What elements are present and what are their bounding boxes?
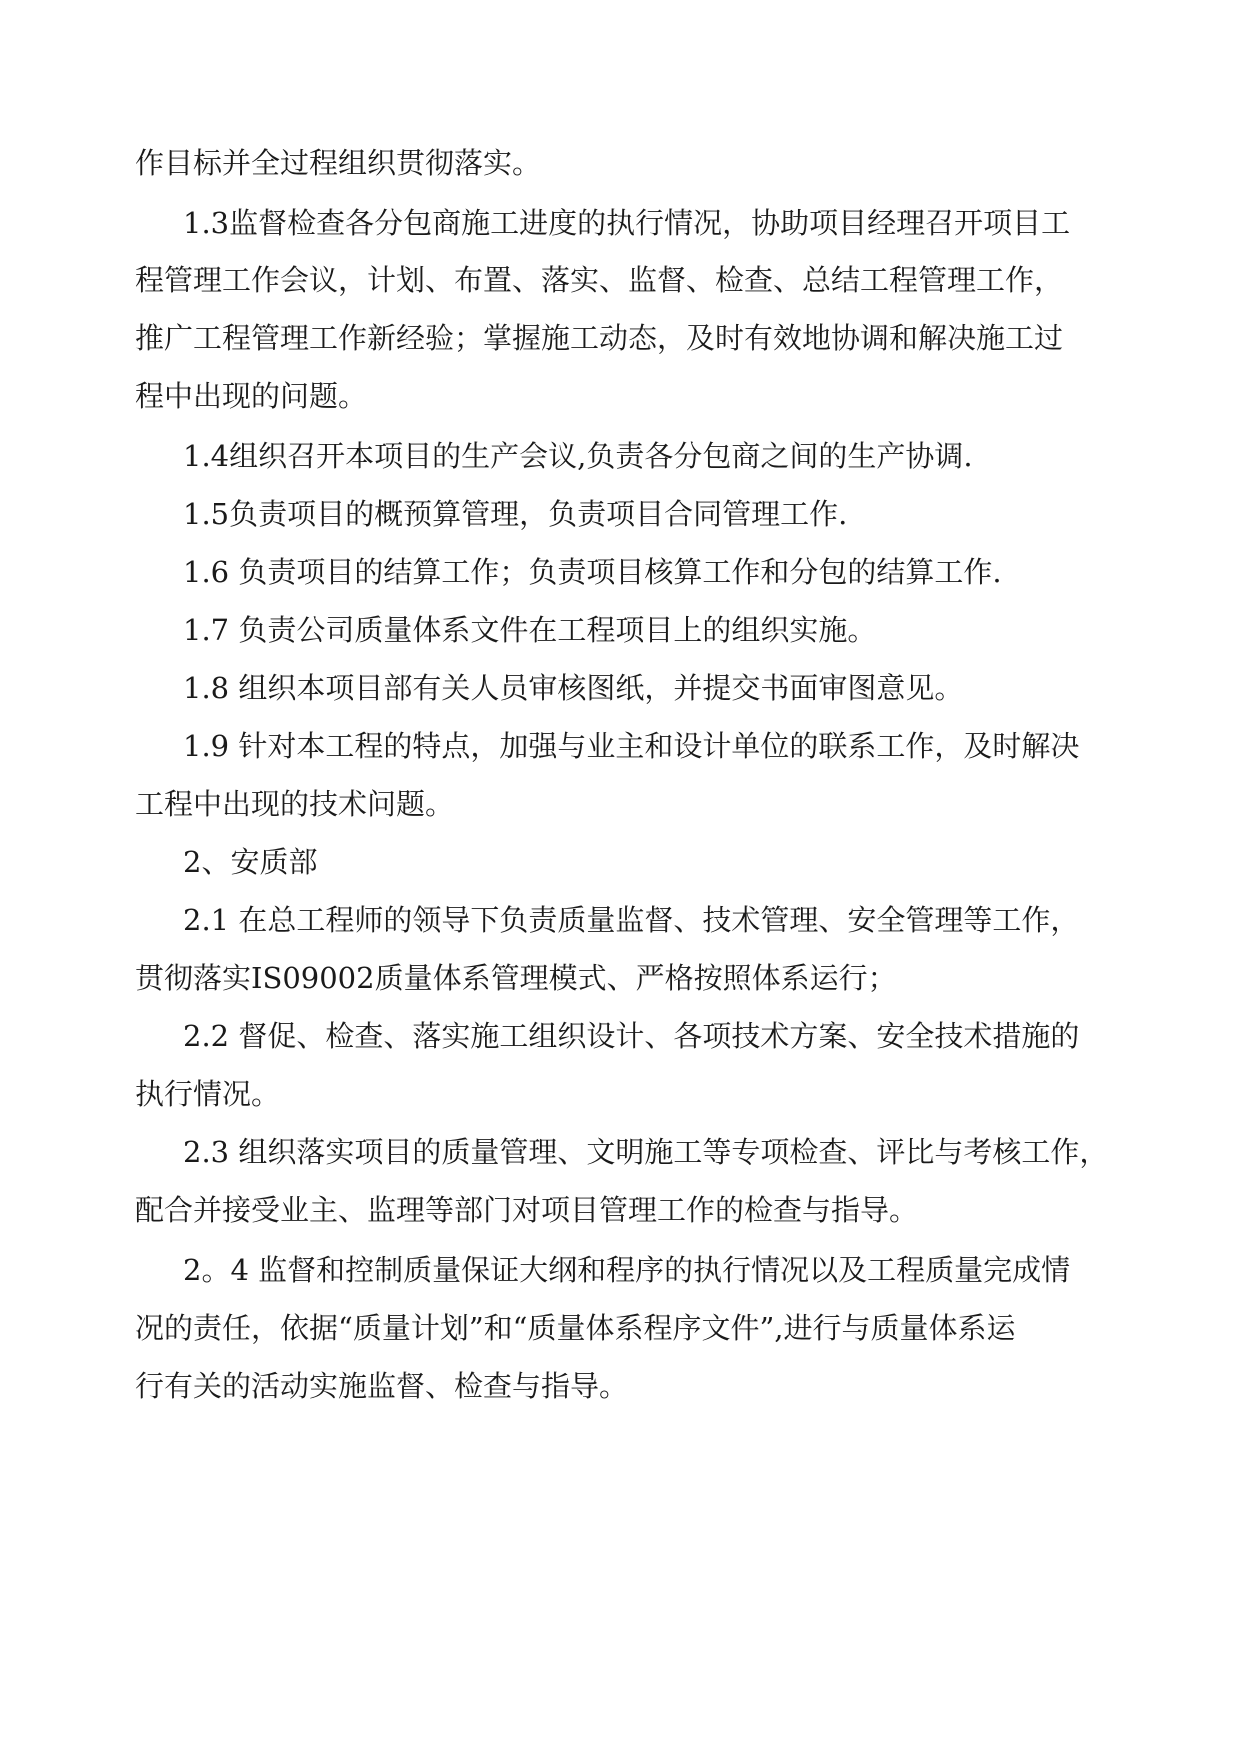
paragraph-line: 1.3监督检查各分包商施工进度的执行情况，协助项目经理召开项目工: [183, 206, 1071, 240]
paragraph-line: 2.1 在总工程师的领导下负责质量监督、技术管理、安全管理等工作，: [183, 903, 1080, 937]
paragraph-line: 程中出现的问题。: [135, 379, 368, 413]
paragraph-line: 1.4组织召开本项目的生产会议,负责各分包商之间的生产协调.: [183, 439, 973, 473]
paragraph-line: 2。4 监督和控制质量保证大纲和程序的执行情况以及工程质量完成情: [183, 1253, 1071, 1287]
paragraph-line: 1.5负责项目的概预算管理，负责项目合同管理工作.: [183, 497, 848, 531]
paragraph-line: 况的责任，依据“质量计划”和“质量体系程序文件”,进行与质量体系运: [135, 1311, 1016, 1345]
paragraph-line: 2.3 组织落实项目的质量管理、文明施工等专项检查、评比与考核工作，: [183, 1135, 1109, 1169]
paragraph-line: 贯彻落实IS09002质量体系管理模式、严格按照体系运行；: [135, 961, 897, 995]
paragraph-line: 2.2 督促、检查、落实施工组织设计、各项技术方案、安全技术措施的: [183, 1019, 1080, 1053]
paragraph-line: 工程中出现的技术问题。: [135, 787, 455, 821]
paragraph-line: 1.8 组织本项目部有关人员审核图纸，并提交书面审图意见。: [183, 671, 964, 705]
paragraph-line: 1.7 负责公司质量体系文件在工程项目上的组织实施。: [183, 613, 877, 647]
paragraph-line: 1.6 负责项目的结算工作；负责项目核算工作和分包的结算工作.: [183, 555, 1002, 589]
paragraph-line: 1.9 针对本工程的特点，加强与业主和设计单位的联系工作，及时解决: [183, 729, 1080, 763]
paragraph-line: 配合并接受业主、监理等部门对项目管理工作的检查与指导。: [135, 1193, 919, 1227]
paragraph-line: 程管理工作会议，计划、布置、落实、监督、检查、总结工程管理工作，: [135, 263, 1064, 297]
paragraph-line: 行有关的活动实施监督、检查与指导。: [135, 1369, 629, 1403]
paragraph-line: 推广工程管理工作新经验；掌握施工动态，及时有效地协调和解决施工过: [135, 321, 1064, 355]
paragraph-line: 作目标并全过程组织贯彻落实。: [135, 146, 542, 180]
section-heading: 2、安质部: [183, 845, 318, 879]
paragraph-line: 执行情况。: [135, 1077, 281, 1111]
